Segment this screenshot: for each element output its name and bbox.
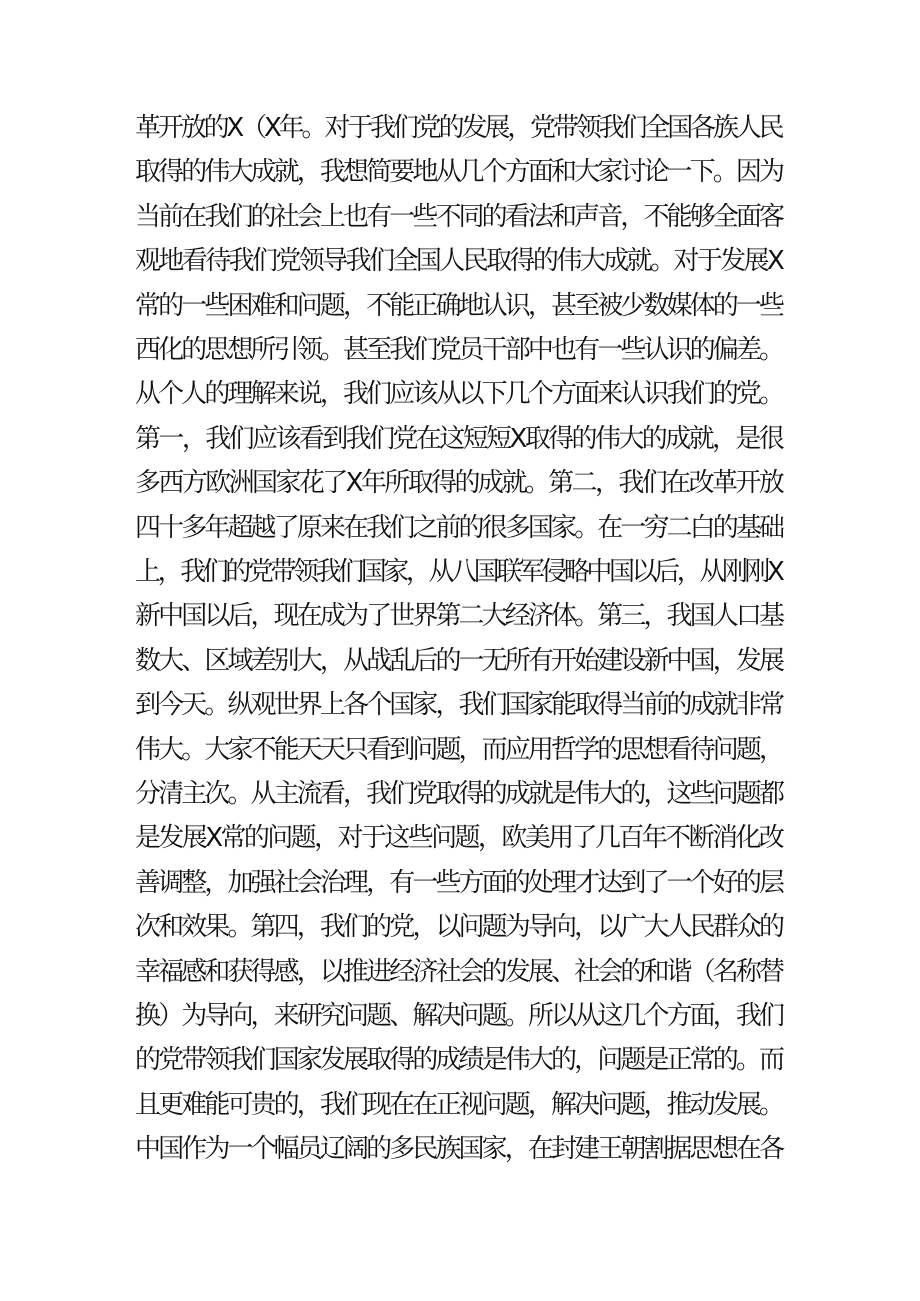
text-line-17: 是发展X常的问题，对于这些问题，欧美用了几百年不断消化改 xyxy=(135,823,783,854)
text-line-6: 西化的思想所引领。甚至我们党员干部中也有一些认识的偏差。 xyxy=(135,335,783,365)
text-line-18: 善调整，加强社会治理，有一些方面的处理才达到了一个好的层 xyxy=(135,867,783,898)
text-line-2: 取得的伟大成就，我想简要地从几个方面和大家讨论一下。因为 xyxy=(135,157,783,188)
text-line-8: 第一，我们应该看到我们党在这短短X取得的伟大的成就，是很 xyxy=(135,423,783,454)
text-line-15: 伟大。大家不能天天只看到问题，而应用哲学的思想看待问题， xyxy=(135,734,783,765)
text-line-24: 中国作为一个幅员辽阔的多民族国家，在封建王朝割据思想在各 xyxy=(135,1134,783,1165)
text-line-5: 常的一些困难和问题，不能正确地认识，甚至被少数媒体的一些 xyxy=(135,290,783,321)
text-line-7: 从个人的理解来说，我们应该从以下几个方面来认识我们的党。 xyxy=(135,379,783,410)
text-line-19: 次和效果。第四，我们的党，以问题为导向，以广大人民群众的 xyxy=(135,912,783,943)
text-line-23: 且更难能可贵的，我们现在在正视问题，解决问题，推动发展。 xyxy=(135,1089,783,1120)
text-line-4: 观地看待我们党领导我们全国人民取得的伟大成就。对于发展X xyxy=(135,246,783,277)
text-line-21: 换）为导向，来研究问题、解决问题。所以从这几个方面，我们 xyxy=(135,1001,783,1031)
text-line-3: 当前在我们的社会上也有一些不同的看法和声音，不能够全面客 xyxy=(135,201,783,232)
text-line-22: 的党带领我们国家发展取得的成绩是伟大的，问题是正常的。而 xyxy=(135,1045,783,1076)
text-line-11: 上，我们的党带领我们国家，从八国联军侵略中国以后，从刚刚X xyxy=(135,557,782,587)
text-line-10: 四十多年超越了原来在我们之前的很多国家。在一穷二白的基础 xyxy=(135,512,783,543)
text-line-1: 革开放的X（X年。对于我们党的发展，党带领我们全国各族人民 xyxy=(135,113,782,143)
text-line-20: 幸福感和获得感，以推进经济社会的发展、社会的和谐（名称替 xyxy=(135,956,783,987)
text-line-13: 数大、区域差别大，从战乱后的一无所有开始建设新中国，发展 xyxy=(135,645,783,676)
text-line-14: 到今天。纵观世界上各个国家，我们国家能取得当前的成就非常 xyxy=(135,690,783,721)
text-line-12: 新中国以后，现在成为了世界第二大经济体。第三，我国人口基 xyxy=(135,601,783,632)
text-line-16: 分清主次。从主流看，我们党取得的成就是伟大的，这些问题都 xyxy=(135,779,783,809)
text-line-9: 多西方欧洲国家花了X年所取得的成就。第二，我们在改革开放 xyxy=(135,468,783,499)
